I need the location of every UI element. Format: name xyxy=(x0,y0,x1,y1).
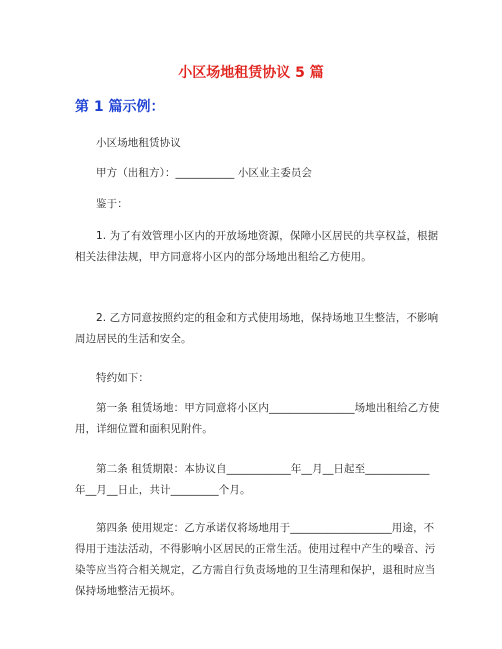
article-1-paragraph: 第一条 租赁场地：甲方同意将小区内________________场地出租给乙方使用，详细位置和面积见附件。 xyxy=(75,402,440,435)
article-4-paragraph: 第四条 使用规定：乙方承诺仅将场地用于___________________用途，不得用于违法活动，不得影响小区居民的正常生活。使用过程中产生的噪音、污染等应当符合相关规定，乙方需自行负责场地的卫生清理和保护，退租时应当保持场地整洁无损坏。 xyxy=(75,522,436,597)
special-terms-paragraph: 特约如下： xyxy=(96,372,149,384)
party-a-paragraph: 甲方（出租方）：___________ 小区业主委员会 xyxy=(96,167,313,179)
whereas-paragraph: 鉴于： xyxy=(96,198,128,210)
document-title: 小区场地租赁协议 5 篇 xyxy=(178,65,324,81)
clause-2-paragraph: 2. 乙方同意按照约定的租金和方式使用场地，保持场地卫生整洁，不影响周边居民的生活和安全。 xyxy=(75,312,439,345)
agreement-title-paragraph: 小区场地租赁协议 xyxy=(96,137,181,149)
section-heading: 第 1 篇示例： xyxy=(75,99,165,115)
clause-1-paragraph: 1. 为了有效管理小区内的开放场地资源，保障小区居民的共享权益，根据相关法律法规，甲方同意将小区内的部分场地出租给乙方使用。 xyxy=(75,230,439,263)
article-2-paragraph: 第二条 租赁期限：本协议自____________年__月__日起至____________年__月__日止，共计_________个月。 xyxy=(75,463,430,496)
